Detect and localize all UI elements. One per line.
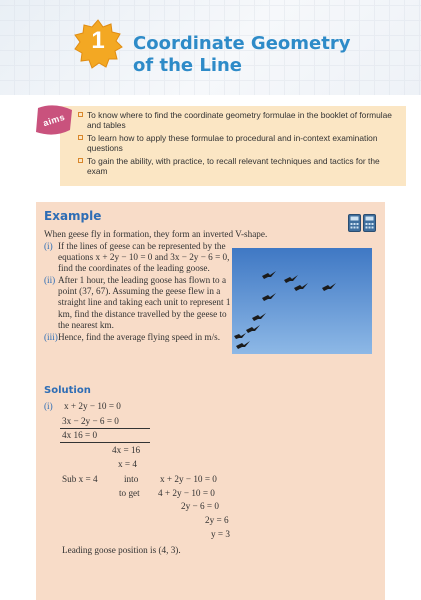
chapter-title-line1: Coordinate Geometry: [133, 33, 351, 54]
solution-step2: x = 4: [118, 459, 137, 469]
part-number: (iii): [44, 331, 58, 342]
example-part: [44, 241, 234, 274]
substitution-eq4: 2y = 6: [205, 515, 229, 525]
bullet-icon: [78, 112, 83, 117]
solution-result: Leading goose position is (4, 3).: [62, 545, 181, 555]
part-text: If the lines of geese can be represented by the equations x + 2y − 10 = 0 and 3x − 2y − 6 = 0, find the coordinates of the leading goose.: [58, 241, 230, 274]
part-number: (i): [44, 241, 53, 251]
chapter-title-line2: of the Line: [133, 55, 243, 76]
chapter-number: 1: [91, 27, 105, 54]
bullet-icon: [78, 158, 83, 163]
substitution-eq5: y = 3: [211, 529, 230, 539]
aims-item: To know where to find the coordinate geometry formulae in the booklet of formulae and tables: [78, 110, 398, 131]
chapter-title: [133, 33, 403, 77]
example-intro: When geese fly in formation, they form an inverted V-shape.: [44, 229, 268, 239]
aims-list: [78, 110, 398, 178]
solution-eq1: x + 2y − 10 = 0: [64, 401, 121, 411]
example-title: Example: [44, 209, 102, 223]
solution-title: Solution: [44, 385, 91, 396]
addition-rule: [60, 428, 150, 429]
aims-label: aims: [41, 111, 67, 129]
to-get-label: to get: [119, 488, 140, 498]
substitution-eq1: x + 2y − 10 = 0: [160, 474, 217, 484]
substitution-eq3: 2y − 6 = 0: [181, 501, 219, 511]
part-text: Hence, find the average flying speed in m/s.: [58, 331, 221, 342]
example-part: [44, 275, 234, 330]
substitution-eq2: 4 + 2y − 10 = 0: [158, 488, 215, 498]
aims-item: To learn how to apply these formulae to procedural and in-context examination questions: [78, 133, 398, 154]
part-number: (ii): [44, 275, 56, 286]
geese-photo: [232, 248, 372, 354]
solution-step1: 4x = 16: [112, 445, 141, 455]
bullet-icon: [78, 135, 83, 140]
substitute-label: Sub x = 4: [62, 474, 98, 484]
solution-sum: 4x 16 = 0: [62, 430, 98, 440]
solution-part-number: (i): [44, 401, 53, 411]
solution-eq2: 3x − 2y − 6 = 0: [62, 416, 119, 426]
example-parts: [44, 241, 234, 344]
part-text: After 1 hour, the leading goose has flown to a point (37, 67). Assuming the geese flew in a straight line and taking each unit to represent 1 km, find the distance travelled by the geese to the nearest km.: [58, 275, 231, 330]
sum-rule: [60, 442, 150, 443]
aims-item: To gain the ability, with practice, to recall relevant techniques and tactics for the exam: [78, 156, 398, 177]
example-part: [44, 332, 234, 343]
into-label: into: [124, 474, 139, 484]
calculator-icon: [348, 214, 376, 232]
